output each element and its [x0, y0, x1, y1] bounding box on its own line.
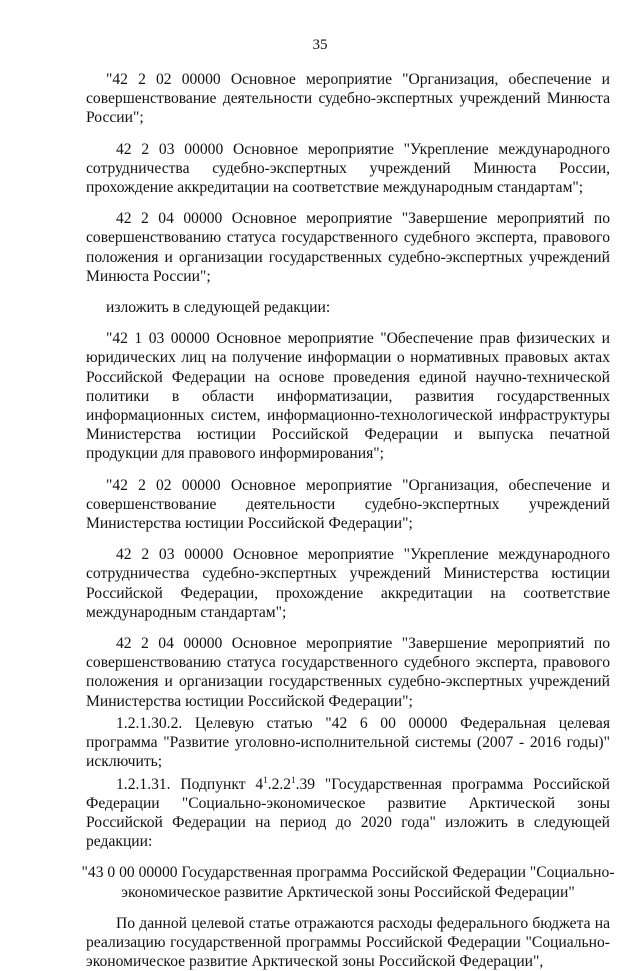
paragraph-43-0-00-heading: "43 0 00 00000 Государственная программа Российской Федерации "Социально-экономическое развитие Арктической зоны Российской Федерации"	[81, 864, 615, 901]
superscript-2: 1	[291, 774, 296, 785]
subparagraph-text-a: 1.2.1.31. Подпункт 4	[116, 775, 264, 793]
subparagraph-text-b: .2.2	[267, 775, 292, 793]
paragraph-42-2-04-new: 42 2 04 00000 Основное мероприятие "Завершение мероприятий по совершенствованию статуса государственного судебного эксперта, правового положения и организации государственных судебно-экспертных учреждений Министерства юстиции Российской Федерации";	[86, 635, 610, 710]
paragraph-1-2-1-31	[86, 775, 610, 852]
paragraph-42-2-03-new: 42 2 03 00000 Основное мероприятие "Укрепление международного сотрудничества судебно-экспертных учреждений Министерства юстиции Российской Федерации, прохождение аккредитации на соответствие международным стандартам";	[86, 546, 610, 621]
paragraph-1-2-1-30-2: 1.2.1.30.2. Целевую статью "42 6 00 00000 Федеральная целевая программа "Развитие уголовно-исполнительной системы (2007 - 2016 годы)" исключить;	[86, 714, 610, 771]
paragraph-42-2-04-old: 42 2 04 00000 Основное мероприятие "Завершение мероприятий по совершенствованию статуса государственного судебного эксперта, правового положения и организации государственных судебно-экспертных учреждений Минюста России";	[86, 210, 610, 285]
paragraph-42-1-03-new: "42 1 03 00000 Основное мероприятие "Обеспечение прав физических и юридических лиц на получение информации о нормативных правовых актах Российской Федерации на основе проведения единой научно-технической политики в области информатизации, развития государственных информационных систем, информационно-технологической инфраструктуры Министерства юстиции Российской Федерации и выпуска печатной продукции для правового информирования";	[86, 330, 610, 463]
paragraph-edit-instruction: изложить в следующей редакции:	[106, 299, 331, 317]
paragraph-42-2-03-old: 42 2 03 00000 Основное мероприятие "Укрепление международного сотрудничества судебно-экспертных учреждений Минюста России, прохождение аккредитации на соответствие международным стандартам";	[86, 140, 610, 197]
document-body	[81, 70, 615, 971]
superscript-1: 1	[263, 774, 268, 785]
paragraph-42-2-02-new: "42 2 02 00000 Основное мероприятие "Организация, обеспечение и совершенствование деятельности судебно-экспертных учреждений Министерства юстиции Российской Федерации";	[86, 476, 610, 533]
page-number: 35	[312, 37, 328, 53]
paragraph-expenditure-description: По данной целевой статье отражаются расходы федерального бюджета на реализацию государственной программы Российской Федерации "Социально-экономическое развитие Арктической зоны Российской Федерации",	[86, 914, 610, 971]
subparagraph-text-c: .39 "Государственная программа Российской Федерации "Социально-экономическое развитие Арктической зоны Российской Федерации на период до 2020 года" изложить в следующей редакции:	[86, 775, 610, 851]
paragraph-42-2-02-old: "42 2 02 00000 Основное мероприятие "Организация, обеспечение и совершенствование деятельности судебно-экспертных учреждений Минюста России";	[86, 71, 610, 127]
